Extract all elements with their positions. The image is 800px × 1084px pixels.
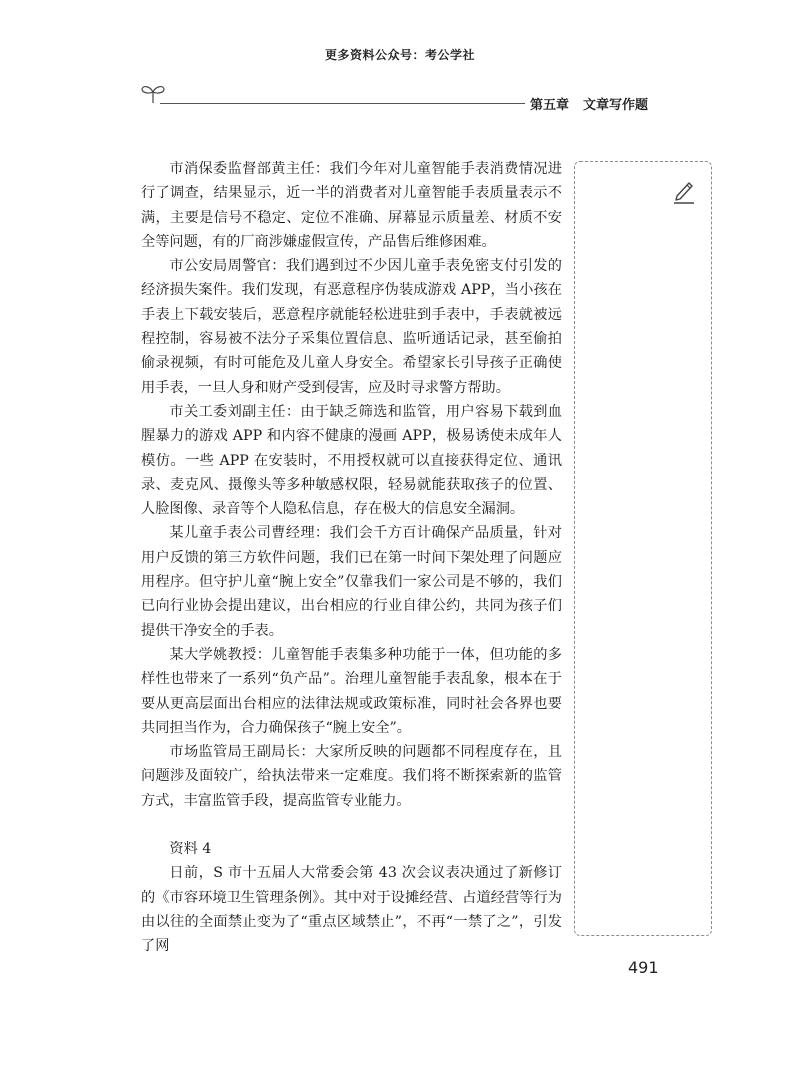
paragraph: 市关工委刘副主任：由于缺乏筛选和监管，用户容易下载到血腥暴力的游戏 APP 和内容不健康的漫画 APP，极易诱使未成年人模仿。一些 APP 在安装时，不用授权就可以直接获得定位、通讯录、麦克风、摄像头等多种敏感权限，轻易就能获取孩子的位置、人脸图像、录音等个人隐私信息，存在极大的信息安全漏洞。 bbox=[141, 403, 562, 518]
paragraph: 市消保委监督部黄主任：我们今年对儿童智能手表消费情况进行了调查，结果显示，近一半的消费者对儿童智能手表质量表示不满，主要是信号不稳定、定位不准确、屏幕显示质量差、材质不安全等问题，有的厂商涉嫌虚假宣传，产品售后维修困难。 bbox=[141, 161, 562, 250]
header-rule bbox=[160, 103, 525, 104]
paragraph: 某儿童手表公司曹经理：我们会千方百计确保产品质量，针对用户反馈的第三方软件问题，我们已在第一时间下架处理了问题应用程序。但守护儿童“腕上安全”仅靠我们一家公司是不够的，我们已向行业协会提出建议，出台相应的行业自律公约，共同为孩子们提供干净安全的手表。 bbox=[141, 525, 562, 639]
paragraph: 市场监管局王副局长：大家所反映的问题都不同程度存在，且问题涉及面较广，给执法带来一定难度。我们将不断探索新的监管方式，丰富监管手段，提高监管专业能力。 bbox=[141, 744, 562, 809]
section-label: 资料 4 bbox=[169, 841, 212, 858]
paragraph: 日前，S 市十五届人大常委会第 43 次会议表决通过了新修订的《市容环境卫生管理条例》。其中对于设摊经营、占道经营等行为由以往的全面禁止变为了“重点区域禁止”，不再“一禁了之”，引发了网 bbox=[141, 865, 562, 955]
chapter-number: 第五章 bbox=[530, 98, 570, 113]
chapter-title: 文章写作题 bbox=[583, 98, 649, 113]
main-text bbox=[141, 157, 562, 959]
paragraph: 市公安局周警官：我们遇到过不少因儿童手表免密支付引发的经济损失案件。我们发现，有恶意程序伪装成游戏 APP，当小孩在手表上下载安装后，恶意程序就能轻松进驻到手表中，手表就被远程控制，容易被不法分子采集位置信息、监听通话记录，甚至偷拍偷录视频，有时可能危及儿童人身安全。希望家长引导孩子正确使用手表，一旦人身和财产受到侵害，应及时寻求警方帮助。 bbox=[141, 258, 562, 396]
chapter-heading bbox=[530, 94, 680, 113]
notes-panel bbox=[574, 161, 712, 936]
page-number: 491 bbox=[628, 958, 659, 977]
sprout-icon bbox=[141, 83, 165, 105]
paragraph: 某大学姚教授：儿童智能手表集多种功能于一体，但功能的多样性也带来了一系列“负产品”。治理儿童智能手表乱象，根本在于要从更高层面出台相应的法律法规或政策标准，同时社会各界也要共同担当作为，合力确保孩子“腕上安全”。 bbox=[141, 646, 562, 736]
pencil-note-icon bbox=[671, 178, 697, 204]
top-note: 更多资料公众号：考公学社 bbox=[324, 48, 475, 62]
